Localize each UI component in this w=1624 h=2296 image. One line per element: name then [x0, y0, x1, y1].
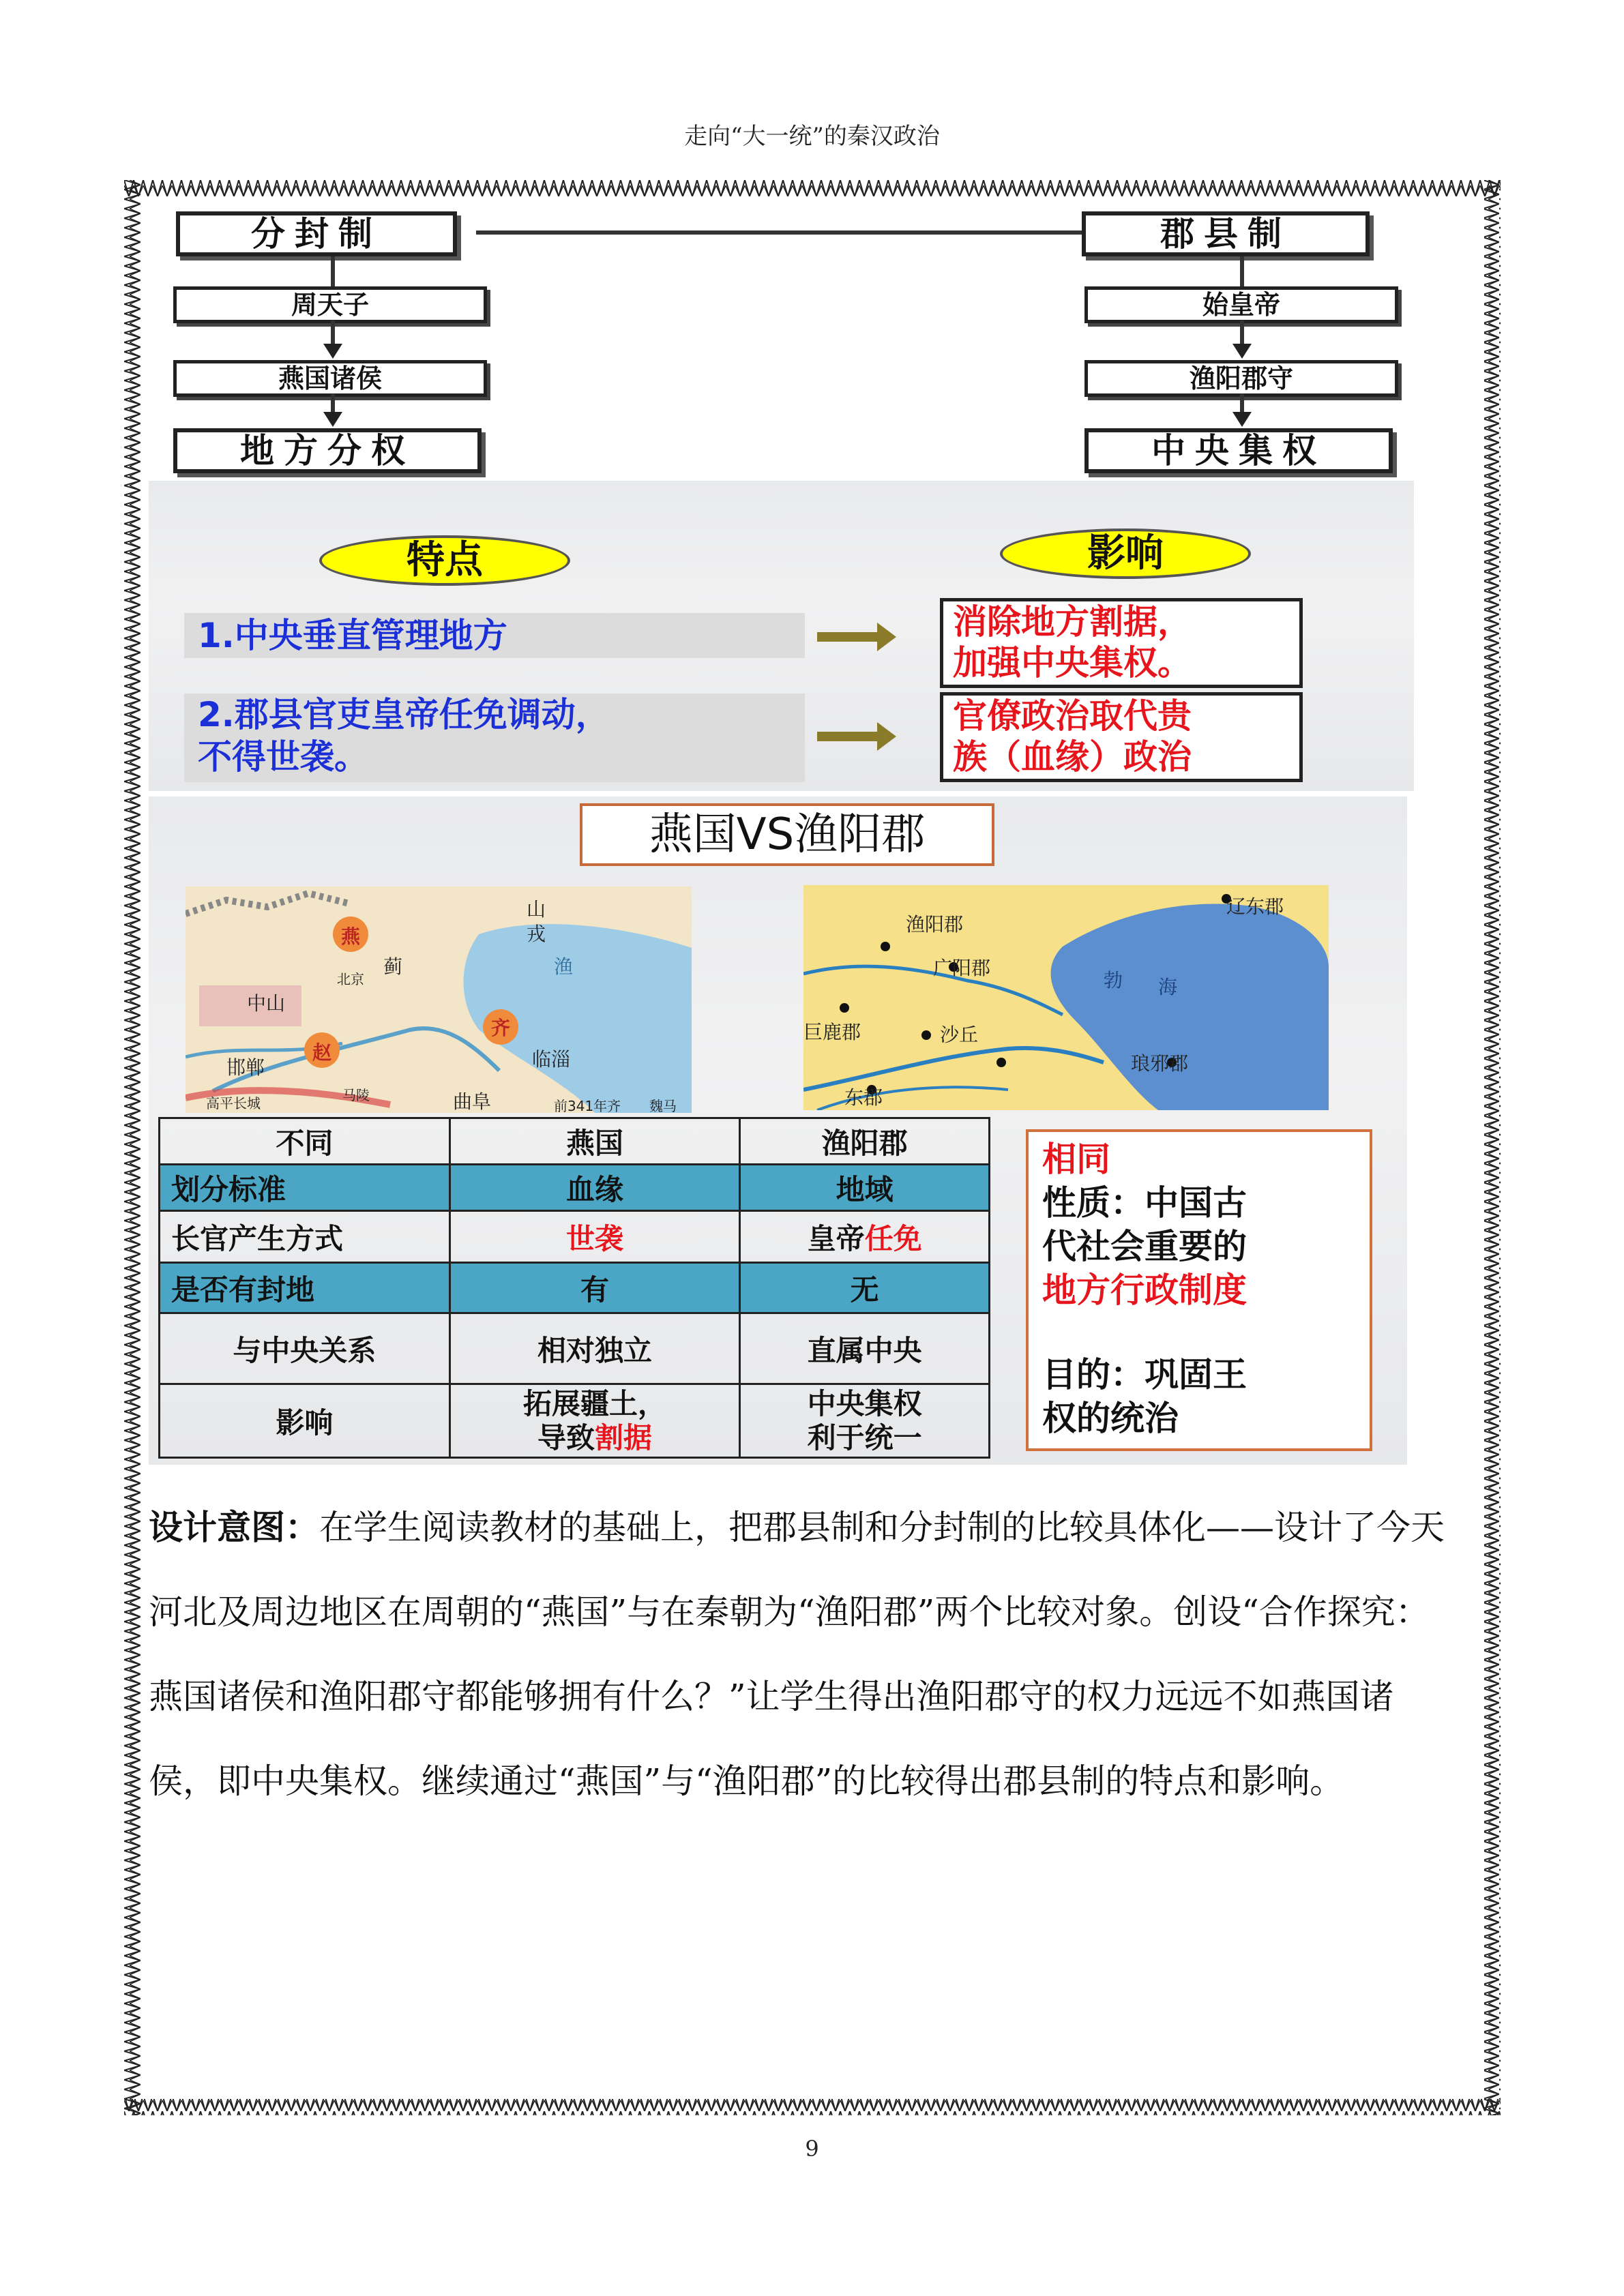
feature-item-2 [184, 694, 805, 782]
map-label-julu: 巨鹿郡 [803, 1021, 861, 1043]
table-header-cell: 不同 [160, 1118, 450, 1165]
table-header-cell: 燕国 [449, 1118, 740, 1165]
map-label-linzi: 临淄 [532, 1048, 571, 1071]
comparison-panel [149, 796, 1407, 1465]
row-yuyang-highlight: 任免 [864, 1221, 922, 1255]
design-intent-label: 设计意图： [149, 1507, 319, 1547]
map-label-maling: 马陵 [342, 1087, 370, 1103]
map-label-zhongshan: 中山 [247, 992, 286, 1015]
yuyang-commandery-map [803, 885, 1329, 1110]
impact-1-line1: 消除地方割据， [953, 601, 1192, 642]
row-yan-line2 [452, 1421, 739, 1455]
row-label: 划分标准 [160, 1165, 450, 1211]
yan-state-map [186, 886, 692, 1113]
feature-item-2-line1: 2.郡县官吏皇帝任免调动， [198, 695, 610, 734]
same-line2: 代社会重要的 [1042, 1226, 1247, 1266]
row-yuyang-line2: 利于统一 [807, 1420, 922, 1455]
table-row [160, 1313, 990, 1384]
yan-lord-box: 燕国诸侯 [173, 360, 487, 397]
page-header-title: 走向“大一统”的秦汉政治 [684, 123, 940, 150]
map-label-hai: 海 [1158, 976, 1178, 998]
map-label-gaoping: 高平长城 [206, 1095, 261, 1112]
row-label: 长官产生方式 [160, 1211, 450, 1263]
arrow-right-1 [817, 632, 879, 642]
fenfeng-box: 分封制 [176, 211, 457, 256]
system-comparison-diagram [149, 205, 1411, 477]
table-header-cell: 渔阳郡 [740, 1118, 990, 1165]
same-line1: 性质：中国古 [1042, 1182, 1247, 1223]
same-line3: 地方行政制度 [1042, 1270, 1247, 1310]
map-label-shan: 山 [527, 898, 546, 921]
row-yan-cell: 世袭 [449, 1211, 740, 1263]
central-power-box: 中央集权 [1084, 428, 1393, 473]
map-label-yan: 燕 [341, 925, 361, 948]
map-label-beijing: 北京 [337, 971, 364, 987]
map-label-zhao: 赵 [312, 1041, 332, 1064]
map-label-dongjun: 东郡 [844, 1086, 883, 1109]
row-yuyang-cell: 地域 [740, 1165, 990, 1211]
junxian-box: 郡县制 [1082, 211, 1370, 256]
row-yan-line1: 拓展疆土， [523, 1386, 667, 1420]
features-oval: 特点 [319, 535, 570, 586]
map-label-qufu: 曲阜 [453, 1090, 492, 1113]
map-label-qi: 齐 [491, 1017, 511, 1039]
impact-oval: 影响 [1000, 528, 1251, 579]
row-label: 影响 [160, 1384, 450, 1458]
map-label-liaodong: 辽东郡 [1226, 895, 1284, 918]
design-intent-text: 在学生阅读教材的基础上，把郡县制和分封制的比较具体化——设计了今天河北及周边地区在周朝的“燕国”与在秦朝为“渔阳郡”两个比较对象。创设“合作探究：燕国诸侯和渔阳郡守都能够拥有什么？”让学生得出渔阳郡守的权力远远不如燕国诸侯，即中央集权。继续通过“燕国”与“渔阳郡”的比较得出郡县制的特点和影响。 [149, 1508, 1445, 1801]
comparison-table [158, 1117, 990, 1459]
first-emperor-box: 始皇帝 [1084, 286, 1398, 323]
local-power-box: 地方分权 [173, 428, 482, 473]
same-line4: 目的：巩固王 [1042, 1354, 1247, 1395]
map-label-yuyang: 渔阳郡 [906, 913, 964, 936]
yuyang-governor-box: 渔阳郡守 [1084, 360, 1398, 397]
table-row [160, 1165, 990, 1211]
feature-item-1: 1.中央垂直管理地方 [184, 613, 805, 658]
map-label-langya: 琅邪郡 [1131, 1052, 1189, 1075]
map-label-sea: 渔 [554, 955, 574, 978]
row-yuyang-part: 皇帝 [807, 1221, 865, 1255]
impact-2-line1: 官僚政治取代贵 [953, 696, 1192, 736]
row-yan-highlight: 割据 [595, 1420, 653, 1455]
map-label-shaqiu: 沙丘 [940, 1024, 979, 1046]
row-label: 与中央关系 [160, 1313, 450, 1384]
row-yan-cell: 血缘 [449, 1165, 740, 1211]
row-yuyang-cell: 无 [740, 1263, 990, 1313]
table-row [160, 1263, 990, 1313]
map-label-year: 前341年齐 [554, 1098, 621, 1113]
design-intent-paragraph [149, 1485, 1448, 1823]
row-label: 是否有封地 [160, 1263, 450, 1313]
comparison-title: 燕国VS渔阳郡 [580, 803, 994, 866]
zhou-king-box: 周天子 [173, 286, 487, 323]
row-yuyang-cell [740, 1211, 990, 1263]
map-label-ji: 蓟 [383, 955, 403, 978]
map-label-handan: 邯郸 [226, 1056, 265, 1079]
row-yan-cell: 相对独立 [449, 1313, 740, 1384]
table-row [160, 1211, 990, 1263]
row-yan-cell [449, 1384, 740, 1458]
map-label-weima: 魏马 [649, 1098, 677, 1113]
similarities-box [1026, 1129, 1372, 1451]
impact-2-line2: 族（血缘）政治 [953, 736, 1192, 777]
row-yan-part: 导致 [537, 1420, 595, 1455]
page-number: 9 [805, 2136, 819, 2162]
map-label-rong: 戎 [527, 923, 546, 945]
feature-item-2-line2: 不得世袭。 [198, 737, 368, 777]
row-yuyang-line1: 中央集权 [807, 1386, 922, 1420]
impact-1-line2: 加强中央集权。 [953, 642, 1192, 683]
table-header-row [160, 1118, 990, 1165]
features-panel [149, 481, 1414, 791]
map-label-guangyang: 广阳郡 [933, 957, 991, 979]
map-label-bo: 勃 [1104, 969, 1123, 992]
impact-box-1 [940, 598, 1303, 688]
arrow-right-2 [817, 732, 879, 741]
row-yuyang-cell [740, 1384, 990, 1458]
impact-box-2 [940, 692, 1303, 782]
same-heading: 相同 [1042, 1139, 1110, 1179]
same-line5: 权的统治 [1042, 1398, 1179, 1438]
table-row [160, 1384, 990, 1458]
row-yan-cell: 有 [449, 1263, 740, 1313]
row-yuyang-cell: 直属中央 [740, 1313, 990, 1384]
